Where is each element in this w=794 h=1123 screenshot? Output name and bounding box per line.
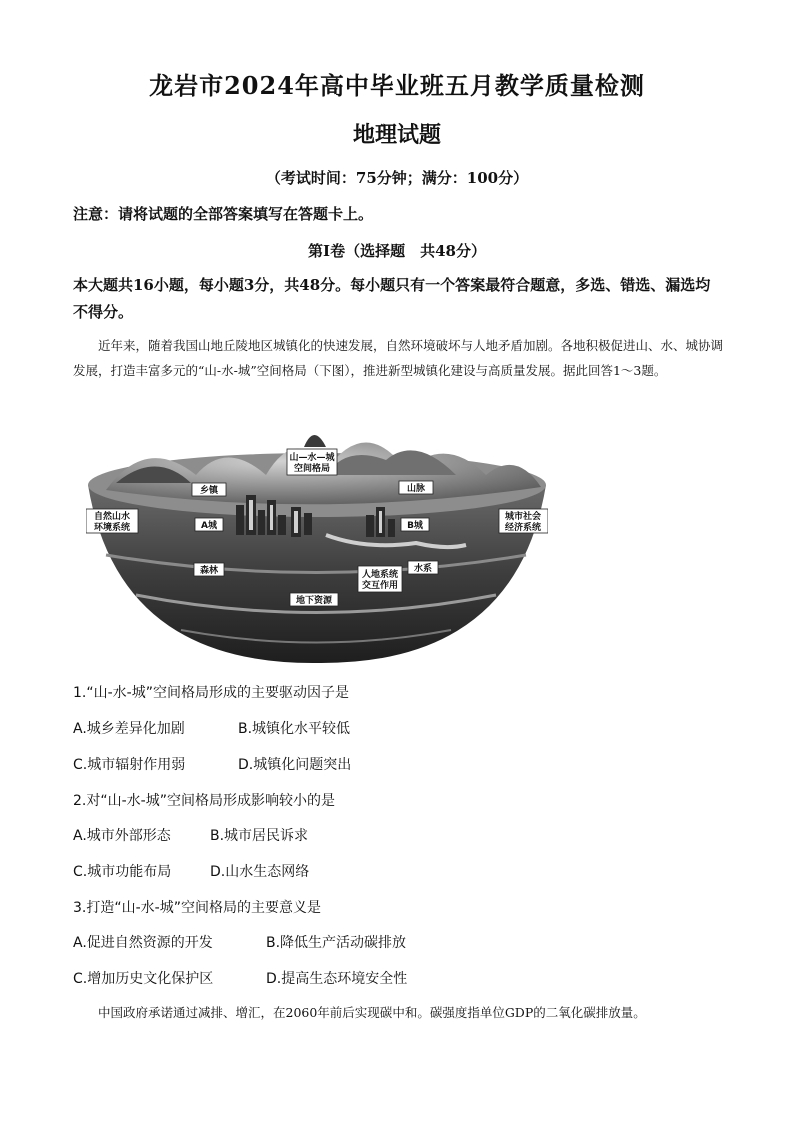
- section-title: 第Ⅰ卷（选择题 共48分）: [308, 242, 486, 260]
- q1-option-a[interactable]: A.城乡差异化加剧: [73, 721, 185, 737]
- svg-text:交互作用: 交互作用: [361, 581, 399, 591]
- label-center-line1: 山—水—城: [289, 453, 335, 463]
- svg-text:人地系统: 人地系统: [361, 570, 399, 580]
- label-center: [287, 449, 337, 475]
- label-water: [408, 561, 438, 574]
- label-center-line2: 空间格局: [293, 464, 331, 474]
- svg-text:经济系统: 经济系统: [504, 523, 542, 533]
- svg-text:B城: B城: [407, 521, 423, 531]
- section-instructions: 本大题共16小题，每小题3分，共48分。每小题只有一个答案最符合题意，多选、错选、漏选均不得分。: [73, 276, 711, 321]
- label-mountain: [399, 481, 433, 494]
- exam-info: （考试时间：75分钟；满分：100分）: [265, 169, 529, 187]
- label-township: [192, 483, 226, 496]
- question-3-stem: 3.打造“山-水-城”空间格局的主要意义是: [73, 900, 321, 916]
- svg-text:水系: 水系: [413, 564, 433, 574]
- q3-option-d[interactable]: D.提高生态环境安全性: [266, 971, 408, 987]
- label-city-a: [195, 518, 223, 531]
- q3-option-a[interactable]: A.促进自然资源的开发: [73, 935, 213, 951]
- svg-text:城市社会: 城市社会: [504, 512, 542, 522]
- notice: 注意：请将试题的全部答案填写在答题卡上。: [73, 205, 374, 223]
- label-social-system: [499, 509, 548, 533]
- q3-option-c[interactable]: C.增加历史文化保护区: [73, 971, 214, 987]
- label-groundwater: [290, 593, 338, 606]
- q2-option-b[interactable]: B.城市居民诉求: [210, 828, 309, 844]
- q2-option-d[interactable]: D.山水生态网络: [210, 864, 310, 880]
- label-natural-system: [86, 509, 138, 533]
- exam-title: 龙岩市2024年高中毕业班五月教学质量检测: [149, 71, 645, 100]
- subject-title: 地理试题: [352, 122, 441, 148]
- q1-option-c[interactable]: C.城市辐射作用弱: [73, 757, 186, 773]
- question-2-stem: 2.对“山-水-城”空间格局形成影响较小的是: [73, 793, 335, 809]
- q1-option-d[interactable]: D.城镇化问题突出: [238, 757, 352, 773]
- svg-text:乡镇: 乡镇: [199, 486, 219, 496]
- q2-option-a[interactable]: A.城市外部形态: [73, 828, 171, 844]
- passage-1: 近年来，随着我国山地丘陵地区城镇化的快速发展，自然环境破坏与人地矛盾加剧。各地积极促进山、水、城协调发展，打造丰富多元的“山-水-城”空间格局（下图），推进新型城镇化建设与高质量发展。据此回答1～3题。: [73, 338, 724, 378]
- question-1-stem: 1.“山-水-城”空间格局形成的主要驱动因子是: [73, 685, 349, 701]
- label-city-b: [401, 518, 429, 531]
- label-interaction: [358, 566, 402, 592]
- svg-text:地下资源: 地下资源: [295, 596, 333, 606]
- mountain-water-city-figure: [86, 415, 548, 665]
- q2-option-c[interactable]: C.城市功能布局: [73, 864, 172, 880]
- q3-option-b[interactable]: B.降低生产活动碳排放: [266, 935, 407, 951]
- passage-2: 中国政府承诺通过减排、增汇，在2060年前后实现碳中和。碳强度指单位GDP的二氧化碳排放量。: [98, 1005, 646, 1020]
- svg-text:森林: 森林: [199, 566, 219, 576]
- svg-text:环境系统: 环境系统: [93, 523, 131, 533]
- label-forest: [194, 563, 224, 576]
- svg-text:自然山水: 自然山水: [93, 512, 131, 522]
- svg-text:山脉: 山脉: [406, 484, 426, 494]
- svg-text:A城: A城: [201, 521, 217, 531]
- q1-option-b[interactable]: B.城镇化水平较低: [238, 721, 351, 737]
